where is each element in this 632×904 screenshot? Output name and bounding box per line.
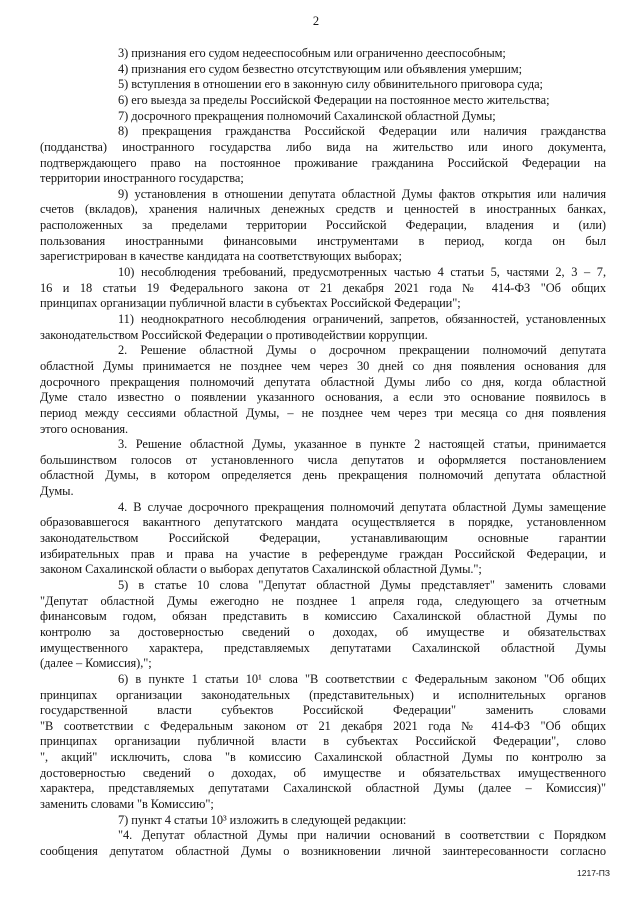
text-line: 5) вступления в отношении его в законную силу обвинительного приговора суда; [118,77,543,91]
text-line: избирательных прав и права на участие в референдуме граждан Российской Федерации, и [40,547,606,561]
text-line: 11) неоднократного несоблюдения ограничений, запретов, обязанностей, установленных [118,312,606,326]
text-line: государственной власти субъектов Российской Федерации" заменить словами [40,703,606,717]
text-line: счетов (вкладов), хранения наличных денежных средств и ценностей в иностранных банках, [40,202,606,216]
text-line: зарегистрирован в качестве кандидата на соответствующих выборах; [40,249,402,263]
text-line: сообщения депутатом областной Думы о возникновении личной заинтересованности согласно [40,844,606,858]
text-line: 7) досрочного прекращения полномочий Сахалинской областной Думы; [118,109,496,123]
text-line: 8) прекращения гражданства Российской Федерации или наличия гражданства [118,124,606,138]
text-line: "Депутат областной Думы ежегодно не позднее 1 апреля года, следующего за отчетным [40,594,606,608]
text-line: заменить словами "в Комиссию"; [40,797,214,811]
text-line: "В соответствии с Федеральным законом от 21 декабря 2021 года № 414-ФЗ "Об общих [40,719,606,733]
text-line: территории иностранного государства; [40,171,244,185]
text-line: законодательством Российской Федерации, устанавливающим основные гарантии [40,531,606,545]
text-line: контролю за достоверностью сведений о доходах, об имуществе и обязательствах [40,625,606,639]
text-line: областной Думы, в котором определяется день прекращения полномочий депутата областной [40,468,606,482]
text-line: областной Думы принимается не позднее чем через 30 дней со дня появления основания для [40,359,606,373]
text-line: 4) признания его судом безвестно отсутствующим или объявления умершим; [118,62,522,76]
text-line: 6) его выезда за пределы Российской Федерации на постоянное место жительства; [118,93,550,107]
text-line: принципах организации публичной власти в субъектах Российской Федерации", слово [40,734,606,748]
text-line: 7) пункт 4 статьи 10³ изложить в следующей редакции: [118,813,407,827]
text-line: 16 и 18 статьи 19 Федерального закона от 21 декабря 2021 года № 414-ФЗ "Об общих [40,281,606,295]
text-line: подтверждающего право на постоянное проживание гражданина Российской Федерации на [40,156,606,170]
text-line: 2. Решение областной Думы о досрочном прекращении полномочий депутата [118,343,606,357]
text-line: пользования иностранными финансовыми инструментами в период, когда он был [40,234,606,248]
text-line: 3. Решение областной Думы, указанное в пункте 2 настоящей статьи, принимается [118,437,606,451]
text-line: 6) в пункте 1 статьи 10¹ слова "В соответствии с Федеральным законом "Об общих [118,672,606,686]
text-line: финансовым годом, обязан представить в комиссию Сахалинской областной Думы по [40,609,606,623]
text-line: Думе стало известно о появлении указанного основания, а если это основание появилось в [40,390,606,404]
text-line: характера, представляемых депутатами Сахалинской областной Думы (далее – Комиссия)" [40,781,606,795]
text-line: Думы. [40,484,74,498]
text-line: (далее – Комиссия),"; [40,656,152,670]
text-line: имущественного характера, представляемых депутатами Сахалинской областной Думы [40,641,606,655]
text-line: принципах организации законодательных (представительных) и исполнительных органов [40,688,606,702]
text-line: 9) установления в отношении депутата областной Думы фактов открытия или наличия [118,187,606,201]
text-line: 3) признания его судом недееспособным или ограниченно дееспособным; [118,46,506,60]
page-number: 2 [312,14,320,28]
text-line: образовавшегося вакантного депутатского мандата осуществляется в порядке, установленном [40,515,606,529]
text-line: 5) в статье 10 слова "Депутат областной Думы представляет" заменить словами [118,578,606,592]
document-code: 1217-ПЗ [577,868,610,878]
text-line: ", акций" исключить, слова "в комиссию Сахалинской областной Думы по контролю за [40,750,606,764]
text-line: 10) несоблюдения требований, предусмотренных частью 4 статьи 5, частями 2, 3 – 7, [118,265,606,279]
text-line: принципах организации публичной власти в субъектах Российской Федерации"; [40,296,461,310]
text-line: досрочного прекращения полномочий депутата областной Думы либо со дня, когда областной [40,375,606,389]
text-line: (подданства) иностранного государства либо вида на жительство или иного документа, [40,140,606,154]
text-line: период между сессиями областной Думы, – не позднее чем через три месяца со дня появления [40,406,606,420]
text-line: законом Сахалинской области о выборах депутатов Сахалинской областной Думы."; [40,562,482,576]
text-line: большинством голосов от установленного числа депутатов и оформляется постановлением [40,453,606,467]
text-line: "4. Депутат областной Думы при наличии оснований в соответствии с Порядком [118,828,606,842]
text-line: законодательством Российской Федерации о противодействии коррупции. [40,328,428,342]
text-line: 4. В случае досрочного прекращения полномочий депутата областной Думы замещение [118,500,606,514]
text-line: достоверностью сведений о доходах, об имуществе и обязательствах имущественного [40,766,606,780]
text-line: расположенных за пределами территории Российской Федерации, владения и (или) [40,218,606,232]
text-line: этого основания. [40,422,129,436]
